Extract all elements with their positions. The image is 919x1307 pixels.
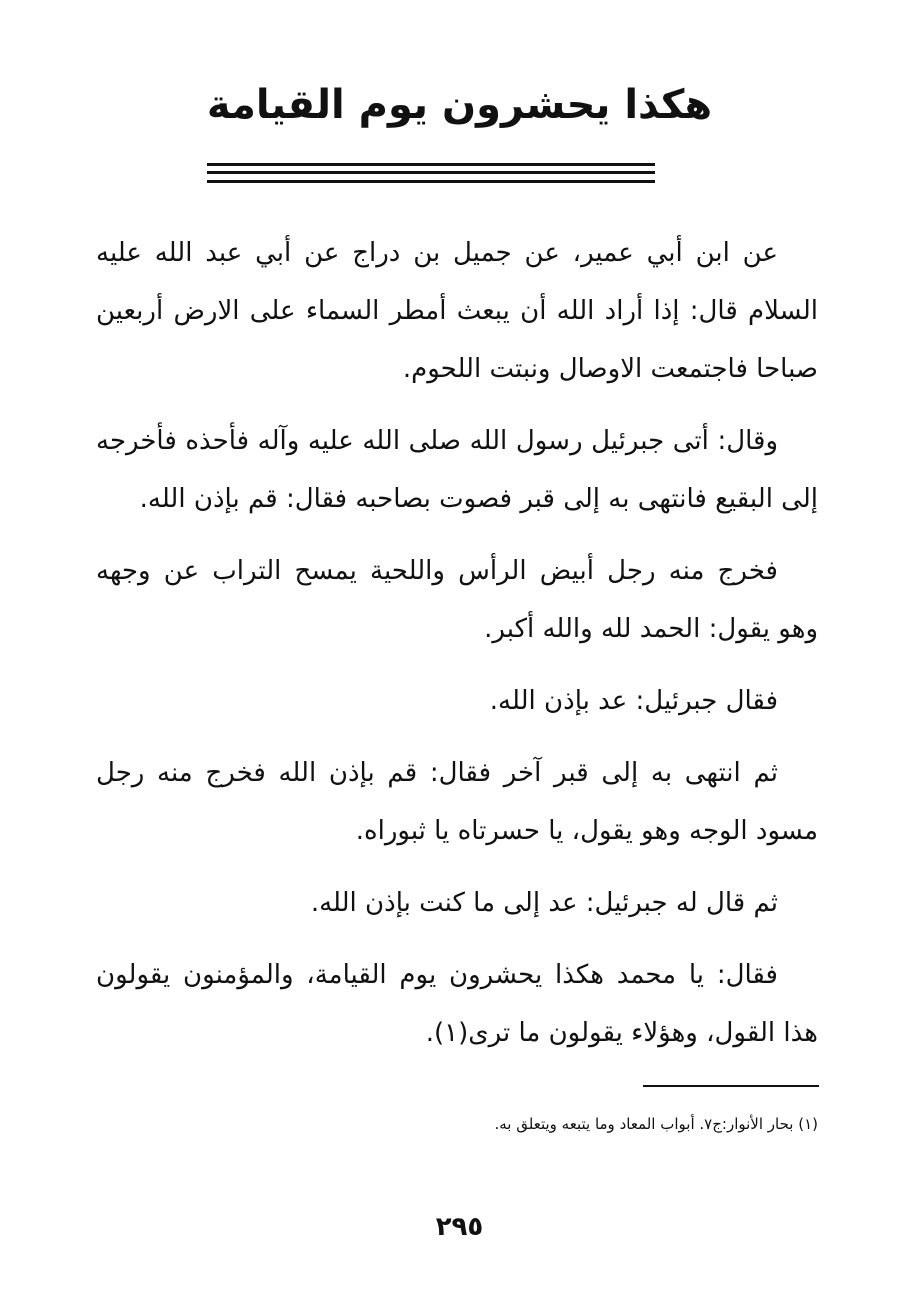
paragraph-3: فخرج منه رجل أبيض الرأس واللحية يمسح التراب عن وجهه وهو يقول: الحمد لله والله أكبر.	[96, 556, 818, 644]
paragraph-2: وقال: أتى جبرئيل رسول الله صلى الله عليه وآله فأحذه فأخرجه إلى البقيع فانتهى به إلى قبر فصوت بصاحبه فقال: قم بإذن الله.	[96, 426, 818, 514]
paragraph-7: فقال: يا محمد هكذا يحشرون يوم القيامة، والمؤمنون يقولون هذا القول، وهؤلاء يقولون ما ترى(١).	[96, 960, 818, 1048]
paragraph-1: عن ابن أبي عمير، عن جميل بن دراج عن أبي عبد الله عليه السلام قال: إذا أراد الله أن يبعث أمطر السماء على الارض أربعين صباحا فاجتمعت الاوصال ونبتت اللحوم.	[96, 238, 818, 384]
title-divider-line-3	[207, 180, 655, 183]
title-divider-line-2	[207, 171, 655, 174]
page-number: ٢٩٥	[435, 1212, 484, 1242]
paragraph-5: ثم انتهى به إلى قبر آخر فقال: قم بإذن الله فخرج منه رجل مسود الوجه وهو يقول، يا حسرتاه يا ثبوراه.	[96, 758, 818, 846]
footnote-divider	[643, 1085, 819, 1087]
body-text	[96, 224, 818, 1076]
paragraph-4: فقال جبرئيل: عد بإذن الله.	[489, 686, 778, 716]
paragraph-6: ثم قال له جبرئيل: عد إلى ما كنت بإذن الله.	[310, 888, 778, 918]
footnote: (١) بحار الأنوار:ج٧. أبواب المعاد وما يتبعه ويتعلق به.	[494, 1115, 818, 1133]
title-divider-line-1	[207, 163, 655, 166]
page-title: هكذا يحشرون يوم القيامة	[206, 82, 713, 128]
